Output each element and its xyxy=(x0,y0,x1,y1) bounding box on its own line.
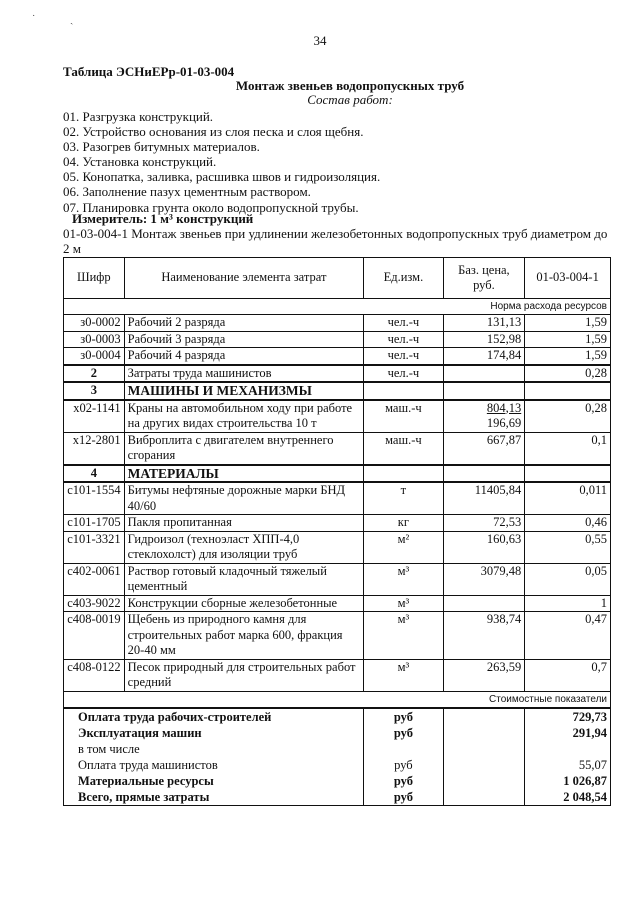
cell-unit: маш.-ч xyxy=(364,432,443,465)
total-value: 2 048,54 xyxy=(525,789,611,806)
table-row xyxy=(64,515,611,532)
work-item: 06. Заполнение пазух цементным раствором. xyxy=(63,184,311,200)
cell-unit: чел.-ч xyxy=(364,315,443,332)
cell-code: с408-0019 xyxy=(64,612,125,660)
cell-unit: чел.-ч xyxy=(364,331,443,348)
cell-name: Битумы нефтяные дорожные марки БНД 40/60 xyxy=(124,482,364,515)
empty-cell xyxy=(443,773,525,789)
cell-price xyxy=(443,400,525,433)
table-row xyxy=(64,563,611,595)
cell-norm: 0,7 xyxy=(525,659,611,691)
section-row xyxy=(64,382,611,400)
table-title: Монтаж звеньев водопропускных труб xyxy=(235,78,465,93)
cost-label-row xyxy=(64,691,611,708)
cell-price: 131,13 xyxy=(443,315,525,332)
header-name: Наименование элемента затрат xyxy=(124,258,364,299)
scan-artifact: ˙ xyxy=(32,14,36,25)
total-value: 291,94 xyxy=(525,725,611,741)
table-header xyxy=(64,258,611,299)
table-row xyxy=(64,659,611,691)
cell-norm: 1,59 xyxy=(525,315,611,332)
cell-unit: т xyxy=(364,482,443,515)
cell-price: 263,59 xyxy=(443,659,525,691)
cell-price: 3079,48 xyxy=(443,563,525,595)
work-item: 05. Конопатка, заливка, расшивка швов и гидроизоляция. xyxy=(63,169,381,185)
cell-code: з0-0004 xyxy=(64,348,125,365)
total-name: Материальные ресурсы xyxy=(64,773,364,789)
price-main: 804,13 xyxy=(486,400,522,415)
empty-cell xyxy=(443,708,525,725)
cell-name: Песок природный для строительных работ средний xyxy=(124,659,364,691)
cell-name: Щебень из природного камня для строительных работ марка 600, фракция 20-40 мм xyxy=(124,612,364,660)
table-row xyxy=(64,331,611,348)
section-number: 4 xyxy=(64,465,125,483)
cell-price: 160,63 xyxy=(443,531,525,563)
total-row xyxy=(64,708,611,725)
table-name: Таблица ЭСНиЕРр-01-03-004 xyxy=(63,64,235,79)
empty-cell xyxy=(443,465,525,483)
cell-name: Виброплита с двигателем внутреннего сгорания xyxy=(124,432,364,465)
cell-name: Рабочий 2 разряда xyxy=(124,315,364,332)
total-row xyxy=(64,773,611,789)
section-number: 3 xyxy=(64,382,125,400)
work-item: 01. Разгрузка конструкций. xyxy=(63,109,214,124)
header-code: Шифр xyxy=(64,258,125,299)
cell-price: 72,53 xyxy=(443,515,525,532)
cell-unit: м³ xyxy=(364,595,443,612)
empty-cell xyxy=(443,789,525,806)
cell-unit: маш.-ч xyxy=(364,400,443,433)
work-item: 02. Устройство основания из слоя песка и слоя щебня. xyxy=(63,124,364,140)
total-name: Всего, прямые затраты xyxy=(64,789,364,806)
total-row xyxy=(64,725,611,741)
cell-norm: 1,59 xyxy=(525,348,611,365)
cell-price: 938,74 xyxy=(443,612,525,660)
cost-label: Стоимостные показатели xyxy=(64,691,611,708)
cell-norm: 0,1 xyxy=(525,432,611,465)
empty-cell xyxy=(364,382,443,400)
cell-code: х02-1141 xyxy=(64,400,125,433)
cell-name: Пакля пропитанная xyxy=(124,515,364,532)
cell-norm: 1,59 xyxy=(525,331,611,348)
total-unit: руб xyxy=(364,757,443,773)
norm-label-row xyxy=(64,299,611,315)
norm-label: Норма расхода ресурсов xyxy=(64,299,611,315)
cell-name: Рабочий 4 разряда xyxy=(124,348,364,365)
total-row xyxy=(64,757,611,773)
total-unit: руб xyxy=(364,708,443,725)
cell-norm: 0,28 xyxy=(525,400,611,433)
measure-unit: Измеритель: 1 м³ конструкций xyxy=(72,211,254,226)
total-name: Оплата труда рабочих-строителей xyxy=(64,708,364,725)
cell-unit: м³ xyxy=(364,659,443,691)
section-name: Затраты труда машинистов xyxy=(124,365,364,383)
cell-name: Краны на автомобильном ходу при работе на других видах строительства 10 т xyxy=(124,400,364,433)
total-unit: руб xyxy=(364,773,443,789)
total-row xyxy=(64,741,611,757)
cell-code: с408-0122 xyxy=(64,659,125,691)
cell-norm: 0,28 xyxy=(525,365,611,383)
table-row xyxy=(64,482,611,515)
cell-code: с402-0061 xyxy=(64,563,125,595)
cell-price xyxy=(443,595,525,612)
empty-cell xyxy=(364,465,443,483)
total-unit: руб xyxy=(364,725,443,741)
empty-cell xyxy=(443,382,525,400)
work-item: 07. Планировка грунта около водопропускной трубы. xyxy=(63,199,359,215)
empty-cell xyxy=(525,382,611,400)
cell-norm: 0,47 xyxy=(525,612,611,660)
empty-cell xyxy=(443,757,525,773)
cell-price xyxy=(443,365,525,383)
total-row xyxy=(64,789,611,806)
section-row xyxy=(64,465,611,483)
empty-cell xyxy=(525,465,611,483)
total-unit: руб xyxy=(364,789,443,806)
cell-name: Конструкции сборные железобетонные xyxy=(124,595,364,612)
total-name: Оплата труда машинистов xyxy=(64,757,364,773)
section-row xyxy=(64,365,611,383)
cell-unit: м³ xyxy=(364,563,443,595)
cell-unit: чел.-ч xyxy=(364,365,443,383)
cell-norm: 0,05 xyxy=(525,563,611,595)
cell-code: с101-1554 xyxy=(64,482,125,515)
price-operator: 196,69 xyxy=(486,416,522,430)
cell-code: с403-9022 xyxy=(64,595,125,612)
cell-unit: м³ xyxy=(364,612,443,660)
total-value: 55,07 xyxy=(525,757,611,773)
total-name: в том числе xyxy=(64,741,364,757)
scan-artifact: ˎ xyxy=(70,14,74,25)
cell-price: 152,98 xyxy=(443,331,525,348)
cell-code: с101-1705 xyxy=(64,515,125,532)
total-value: 1 026,87 xyxy=(525,773,611,789)
total-name: Эксплуатация машин xyxy=(64,725,364,741)
cell-price: 174,84 xyxy=(443,348,525,365)
cell-unit: м² xyxy=(364,531,443,563)
table-subtitle: Состав работ: xyxy=(307,92,393,107)
table-row xyxy=(64,595,611,612)
cell-code: с101-3321 xyxy=(64,531,125,563)
total-unit xyxy=(364,741,443,757)
total-value: 729,73 xyxy=(525,708,611,725)
cell-unit: кг xyxy=(364,515,443,532)
header-unit: Ед.изм. xyxy=(364,258,443,299)
cell-code: з0-0003 xyxy=(64,331,125,348)
header-norm: 01-03-004-1 xyxy=(525,258,611,299)
empty-cell xyxy=(443,741,525,757)
cell-name: Раствор готовый кладочный тяжелый цементный xyxy=(124,563,364,595)
cell-name: Рабочий 3 разряда xyxy=(124,331,364,348)
table-row xyxy=(64,400,611,433)
section-name: МАТЕРИАЛЫ xyxy=(124,465,364,483)
cell-code: з0-0002 xyxy=(64,315,125,332)
cell-price: 667,87 xyxy=(443,432,525,465)
cell-norm: 0,011 xyxy=(525,482,611,515)
section-name: МАШИНЫ И МЕХАНИЗМЫ xyxy=(124,382,364,400)
cell-norm: 1 xyxy=(525,595,611,612)
table-row xyxy=(64,612,611,660)
empty-cell xyxy=(443,725,525,741)
work-item: 04. Установка конструкций. xyxy=(63,154,217,170)
works-list xyxy=(63,109,380,215)
table-row xyxy=(64,315,611,332)
cell-name: Гидроизол (техноэласт ХПП-4,0 стеклохолст) для изоляции труб xyxy=(124,531,364,563)
header-price: Баз. цена, руб. xyxy=(443,258,525,299)
table-row xyxy=(64,531,611,563)
item-description: 01-03-004-1 Монтаж звеньев при удлинении железобетонных водопропускных труб диаметром до 2 м xyxy=(63,226,608,256)
table-row xyxy=(64,432,611,465)
page-number: 34 xyxy=(313,33,327,48)
table-row xyxy=(64,348,611,365)
total-value xyxy=(525,741,611,757)
cell-norm: 0,46 xyxy=(525,515,611,532)
cell-price: 11405,84 xyxy=(443,482,525,515)
section-number: 2 xyxy=(64,365,125,383)
cell-code: х12-2801 xyxy=(64,432,125,465)
work-item: 03. Разогрев битумных материалов. xyxy=(63,139,260,155)
resource-table xyxy=(63,257,611,806)
cell-unit: чел.-ч xyxy=(364,348,443,365)
cell-norm: 0,55 xyxy=(525,531,611,563)
